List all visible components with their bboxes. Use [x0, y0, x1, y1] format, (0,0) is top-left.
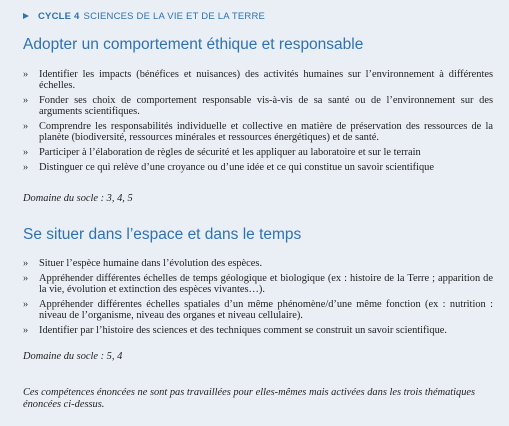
list-item: [23, 258, 493, 269]
list-item-text: Appréhender différentes échelles de temps géologique et biologique (ex : histoire de la Terre ; apparition de la vie, évolution et extinction des espèces vivantes…).: [39, 272, 493, 296]
competence-list-ethique: [23, 69, 493, 177]
list-item-text: Comprendre les responsabilités individuelle et collective en matière de préservation des ressources de la planète (biodiversité, ressources minérales et ressources énergétiques) et de santé.: [39, 121, 493, 144]
bullet-icon: »: [23, 272, 29, 284]
list-item-text: Appréhender différentes échelles spatiales d’un même phénomène/d’une même fonction (ex : nutrition : niveau de l’organisme, niveau des organes et niveau cellulaire).: [39, 298, 493, 322]
cycle-header: [23, 9, 265, 23]
list-item-text: Distinguer ce qui relève d’une croyance ou d’une idée et ce qui constitue un savoir scientifique: [39, 162, 434, 174]
domaine-socle-ethique: Domaine du socle : 3, 4, 5: [23, 193, 133, 204]
list-item: [23, 95, 493, 118]
bullet-icon: »: [23, 95, 29, 107]
bullet-icon: »: [23, 324, 29, 336]
domaine-socle-espace-temps: Domaine du socle : 5, 4: [23, 351, 123, 362]
list-item: [23, 325, 493, 336]
list-item-text: Participer à l’élaboration de règles de sécurité et les appliquer au laboratoire et sur le terrain: [39, 147, 421, 159]
list-item-text: Fonder ses choix de comportement responsable vis-à-vis de sa santé ou de l’environnement sur des arguments scientifiques.: [39, 95, 493, 118]
list-item-text: Identifier par l’histoire des sciences et des techniques comment se construit un savoir scientifique.: [39, 324, 447, 336]
list-item: [23, 147, 493, 158]
footnote: Ces compétences énoncées ne sont pas travaillées pour elles-mêmes mais activées dans les trois thématiques énoncées ci-dessus.: [23, 387, 476, 410]
bullet-icon: »: [23, 298, 29, 310]
list-item: [23, 299, 493, 322]
list-item: [23, 273, 493, 296]
section-title-espace-temps: Se situer dans l’espace et dans le temps: [23, 226, 302, 243]
bullet-icon: »: [23, 121, 29, 133]
subject-label: SCIENCES DE LA VIE ET DE LA TERRE: [83, 10, 266, 22]
list-item-text: Identifier les impacts (bénéfices et nuisances) des activités humaines sur l’environnement à différentes échelles.: [39, 69, 493, 92]
list-item: [23, 69, 493, 92]
section-title-ethique: Adopter un comportement éthique et responsable: [23, 36, 364, 53]
bullet-icon: »: [23, 69, 29, 80]
cycle-label: CYCLE 4: [38, 10, 80, 22]
competence-list-espace-temps: [23, 258, 493, 340]
triangle-right-icon: [23, 13, 29, 19]
list-item: [23, 162, 493, 173]
list-item: [23, 121, 493, 144]
bullet-icon: »: [23, 258, 29, 269]
bullet-icon: »: [23, 147, 29, 159]
list-item-text: Situer l’espèce humaine dans l’évolution des espèces.: [39, 258, 263, 269]
bullet-icon: »: [23, 162, 29, 174]
